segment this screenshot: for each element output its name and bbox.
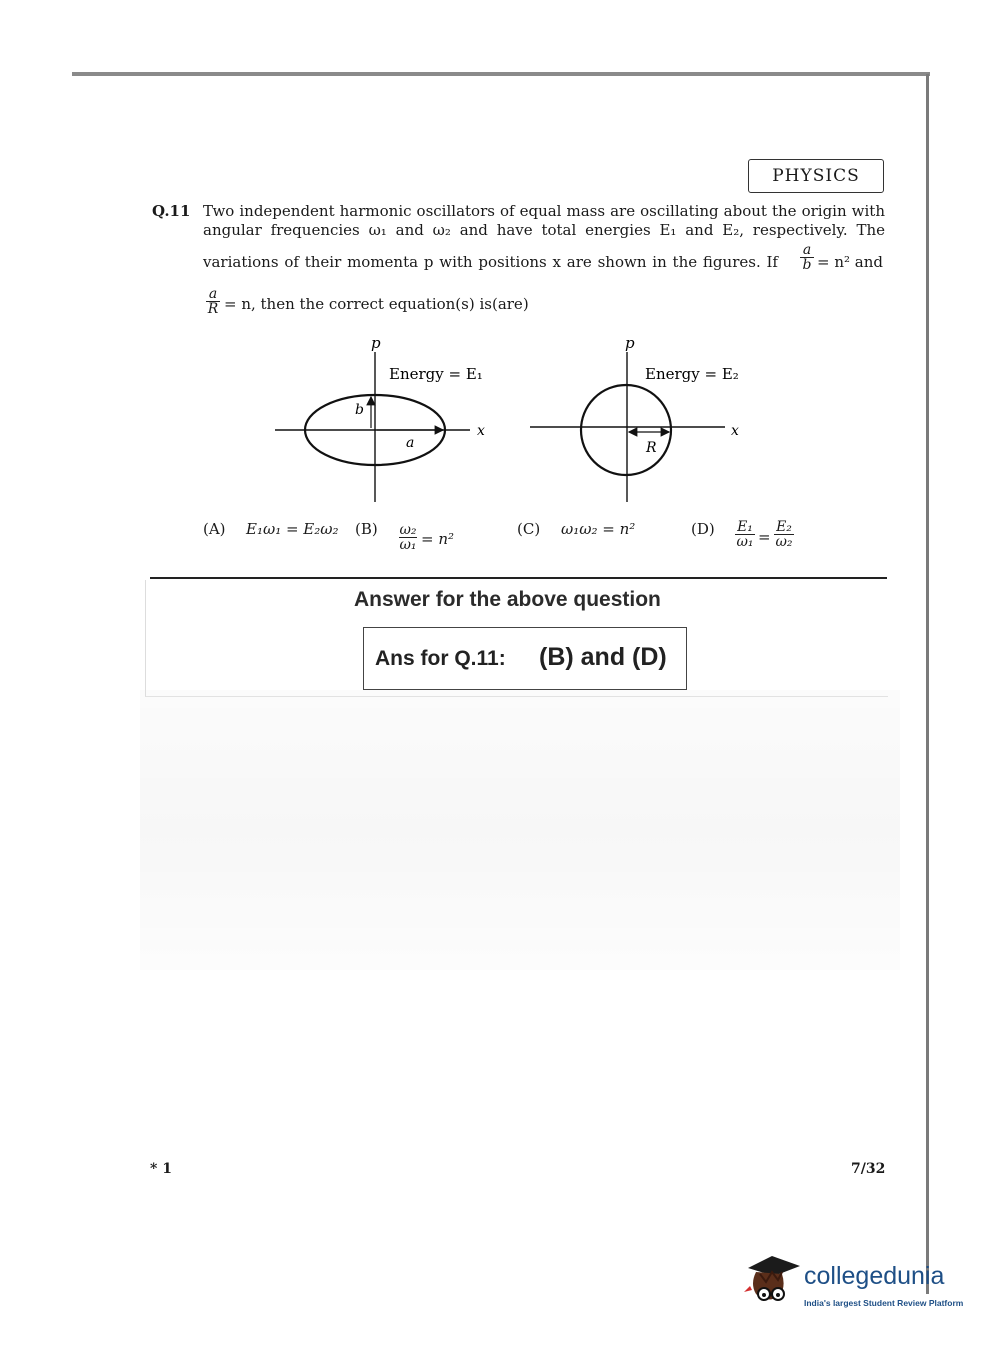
a-label: a: [406, 435, 415, 451]
r-label: R: [646, 440, 657, 456]
option-c-label: (C): [517, 520, 541, 538]
question-line-4: = n, then the correct equation(s) is(are): [224, 295, 529, 313]
page-number: 7/32: [851, 1161, 886, 1177]
p-label-1: p: [371, 334, 381, 352]
energy-label-2: Energy = E₂: [645, 365, 739, 383]
option-c-text: ω₁ω₂ = n²: [561, 520, 636, 538]
option-a-text: E₁ω₁ = E₂ω₂: [246, 520, 339, 538]
option-b-label: (B): [355, 520, 378, 538]
answer-heading: Answer for the above question: [354, 588, 661, 611]
option-a: [203, 520, 226, 538]
fraction-a-over-b: $\frac{a}{b}$: [800, 243, 814, 272]
footer-mark: * 1: [150, 1161, 172, 1177]
answer-value: (B) and (D): [539, 643, 667, 671]
b-label: b: [355, 402, 364, 418]
question-line-2: angular frequencies ω₁ and ω₂ and have total energies E₁ and E₂, respectively. The: [203, 221, 885, 239]
option-d-fraction-2: $\frac{\text{E₂}}{\text{ω₂}}$: [775, 519, 793, 550]
option-b-tail: = n²: [421, 530, 455, 548]
circle-figure: [530, 334, 739, 502]
page-top-border: [72, 72, 930, 76]
option-d-fraction-1: $\frac{\text{E₁}}{\text{ω₁}}$: [736, 519, 754, 550]
scan-shading: [140, 690, 900, 970]
x-label-1: x: [477, 423, 485, 439]
ellipse-figure: [275, 334, 485, 502]
brand-tagline: India's largest Student Review Platform: [804, 1298, 964, 1308]
mascot-icon: [742, 1250, 802, 1314]
x-label-2: x: [731, 423, 739, 439]
collegedunia-logo[interactable]: [742, 1248, 972, 1318]
question-number: Q.11: [152, 202, 191, 220]
subject-header: PHYSICS: [748, 159, 884, 193]
question-line-1: Two independent harmonic oscillators of equal mass are oscillating about the origin with: [203, 202, 885, 220]
question-line-3: variations of their momenta p with positions x are shown in the figures. If: [203, 253, 778, 271]
answer-divider: [150, 577, 887, 579]
fraction-a-over-r: $\frac{a}{R}$: [207, 286, 219, 317]
option-a-label: (A): [203, 520, 226, 538]
answer-label: Ans for Q.11:: [375, 647, 506, 670]
page-right-border: [926, 74, 929, 1294]
option-d-equals: =: [758, 528, 771, 546]
p-label-2: p: [625, 334, 635, 352]
option-b-fraction: $\frac{\text{ω₂}}{\text{ω₁}}$: [399, 522, 417, 553]
answer-box: [363, 627, 687, 690]
option-d-label: (D): [691, 520, 715, 538]
energy-label-1: Energy = E₁: [389, 365, 483, 383]
circle-curve: [581, 385, 671, 475]
phase-space-figures: [265, 330, 745, 510]
fraction-a-over-b-tail: = n² and: [817, 253, 883, 271]
brand-name: collegedunia: [804, 1262, 945, 1290]
